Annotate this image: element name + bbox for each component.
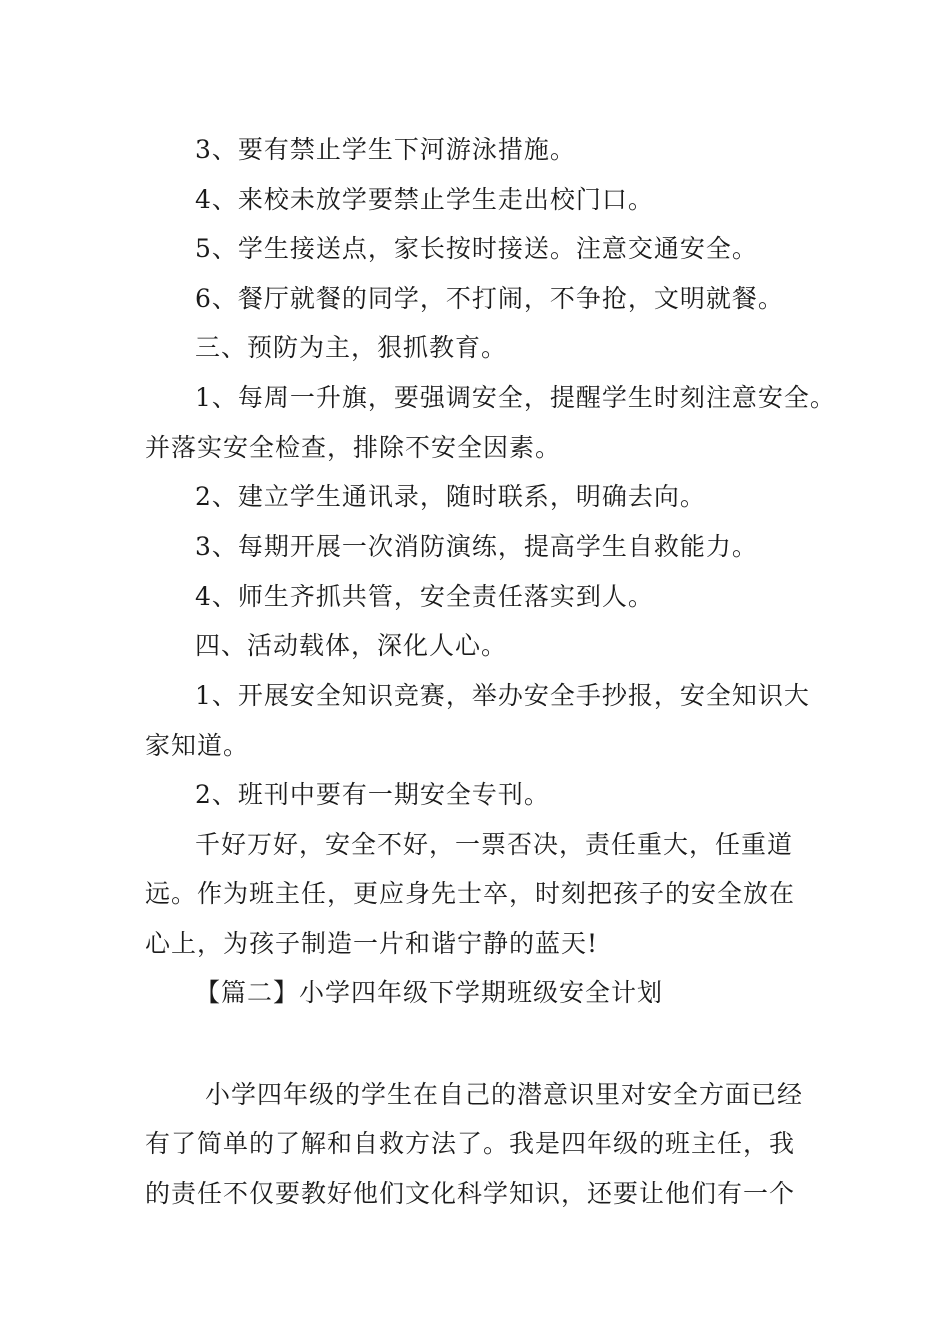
text-line: 1、开展安全知识竞赛，举办安全手抄报，安全知识大 xyxy=(195,681,810,710)
text-line: 小学四年级的学生在自己的潜意识里对安全方面已经 xyxy=(205,1080,804,1109)
text-line: 4、来校未放学要禁止学生走出校门口。 xyxy=(195,185,654,214)
text-line: 并落实安全检查，排除不安全因素。 xyxy=(145,433,562,462)
article-title: 【篇二】小学四年级下学期班级安全计划 xyxy=(195,978,664,1007)
text-line: 心上，为孩子制造一片和谐宁静的蓝天! xyxy=(145,929,599,958)
text-line: 千好万好，安全不好，一票否决，责任重大，任重道 xyxy=(195,830,794,859)
text-line: 家知道。 xyxy=(145,731,250,760)
text-line: 2、建立学生通讯录，随时联系，明确去向。 xyxy=(195,482,706,511)
text-line: 有了简单的了解和自救方法了。我是四年级的班主任，我 xyxy=(145,1129,796,1158)
text-line: 3、要有禁止学生下河游泳措施。 xyxy=(195,135,576,164)
text-line: 5、学生接送点，家长按时接送。注意交通安全。 xyxy=(195,234,758,263)
text-line: 2、班刊中要有一期安全专刊。 xyxy=(195,780,550,809)
section-heading: 三、预防为主，狠抓教育。 xyxy=(195,333,508,362)
text-line: 的责任不仅要教好他们文化科学知识，还要让他们有一个 xyxy=(145,1179,796,1208)
text-line: 1、每周一升旗，要强调安全，提醒学生时刻注意安全。 xyxy=(195,383,836,412)
text-line: 4、师生齐抓共管，安全责任落实到人。 xyxy=(195,582,654,611)
text-line: 3、每期开展一次消防演练，提高学生自救能力。 xyxy=(195,532,758,561)
text-line: 6、餐厅就餐的同学，不打闹，不争抢，文明就餐。 xyxy=(195,284,784,313)
text-line: 远。作为班主任，更应身先士卒，时刻把孩子的安全放在 xyxy=(145,879,796,908)
section-heading: 四、活动载体，深化人心。 xyxy=(195,631,508,660)
